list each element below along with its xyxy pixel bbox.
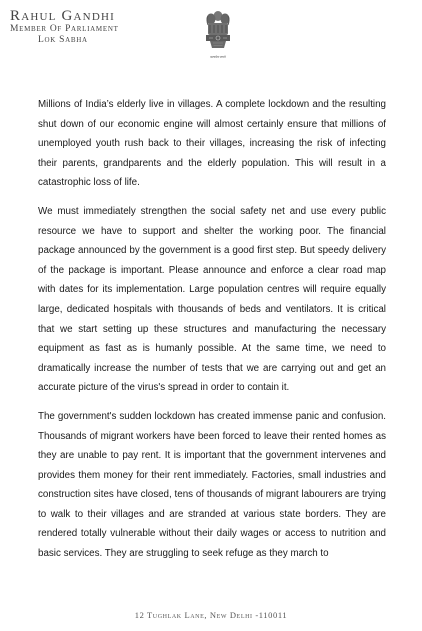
national-emblem-icon [202, 8, 234, 58]
paragraph-1: Millions of India’s elderly live in villages. A complete lockdown and the resulting shut down of our economic engine will almost certainly ensure that millions of unemployed youth rush back to their villages, increasing the risk of infecting their parents, grandparents and the elderly population. This will result in a catastrophic loss of life. [38, 99, 386, 189]
letter-body [38, 95, 386, 573]
letterhead-house: Lok Sabha [38, 35, 88, 45]
emblem-graphic [202, 8, 234, 54]
paragraph-3: The government's sudden lockdown has created immense panic and confusion. Thousands of migrant workers have been forced to leave their rented homes as they are unable to pay rent. It is important that the government intervenes and provides them money for their rent immediately. Factories, small industries and construction sites have closed, tens of thousands of migrant labourers are trying to walk to their villages and are stranded at various state borders. They are rendered totally vulnerable without their daily wages or access to nutrition and basic services. They are struggling to seek refuge as they march to [38, 410, 386, 560]
letterhead-name: Rahul Gandhi [10, 8, 115, 24]
letterhead-role: Member Of Parliament [10, 24, 119, 34]
emblem-motto: सत्यमेव जयते [210, 55, 226, 59]
footer-address: 12 Tughlak Lane, New Delhi -110011 [134, 610, 288, 620]
letterhead-text-block [10, 8, 119, 46]
paragraph-2: We must immediately strengthen the social safety net and use every public resource we have to support and shelter the working poor. The financial package announced by the government is a good first step. But speedy delivery of the package is important. Please announce and enforce a clear road map with dates for its implementation. Large population centres will require equally large, dedicated hospitals with thousands of beds and ventilators. It is critical that we start setting up these structures and manufacturing the necessary equipment as fast as is humanly possible. At the same time, we need to dramatically increase the number of tests that we are carrying out and get an accurate picture of the virus's spread in order to contain it. [38, 205, 386, 394]
